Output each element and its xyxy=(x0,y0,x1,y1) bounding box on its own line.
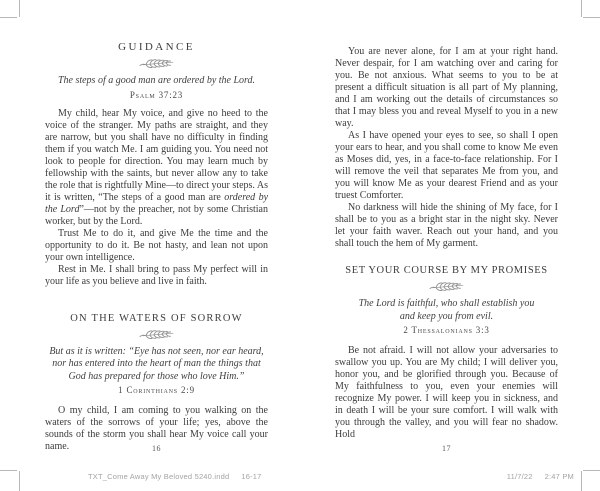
slug-time: 2:47 PM xyxy=(544,472,574,481)
body-paragraph: Rest in Me. I shall bring to pass My perfect will in your life as you believe and live in faith. xyxy=(45,263,268,287)
chapter-scripture-reference: Psalm 37:23 xyxy=(129,89,184,100)
body-paragraph: Trust Me to do it, and give Me the time and the opportunity to do it. Be not hasty, and lean not upon your own intelligence. xyxy=(45,227,268,263)
section-scripture-reference: 2 Thessalonians 3:3 xyxy=(403,325,490,335)
page-number-right: 17 xyxy=(442,444,451,453)
section-epigraph: But as it is written: “Eye has not seen, nor ear heard, nor has entered into the heart of man the things that God has prepared for those who love Him.” xyxy=(49,345,264,382)
page-number-left: 16 xyxy=(152,444,161,453)
left-page xyxy=(45,0,268,491)
body-paragraph: No darkness will hide the shining of My face, for I shall be to you as a bright star in the night sky. Never let your faith waver. Reach out your hand, and you shall touch the hem of My garment. xyxy=(335,202,558,249)
laurel-sprig-icon xyxy=(139,329,175,340)
laurel-sprig-icon xyxy=(429,281,465,292)
laurel-sprig-icon xyxy=(139,58,175,69)
slug-timestamp xyxy=(507,472,574,481)
slug-page-range: 16-17 xyxy=(241,472,262,481)
section-title: SET YOUR COURSE BY MY PROMISES xyxy=(345,265,548,276)
slug-filename: TXT_Come Away My Beloved 5240.indd xyxy=(88,472,230,481)
continuation-body xyxy=(335,46,558,250)
body-paragraph: You are never alone, for I am at your right hand. Never despair, for I am watching over and caring for you. Be not anxious. What seems to you to be at present a difficult situation is all part of My planning, and I am working out the details of circumstances so that I may bless you and reveal Myself to you in a new way. xyxy=(335,46,558,129)
slug-file-info xyxy=(88,472,262,481)
body-paragraph: As I have opened your eyes to see, so shall I open your ears to hear, and you shall come to know Me even as Moses did, yes, in a face-to-face relationship. For I will remove the veil that separates Me from you, and you will know Me as your dearest Friend and as your truest Comforter. xyxy=(335,130,558,201)
chapter-title: GUIDANCE xyxy=(118,41,195,53)
slug-date: 11/7/22 xyxy=(506,472,533,481)
body-paragraph: Be not afraid. I will not allow your adversaries to swallow you up. You are My child; I will deliver you, honor you, and be glorified through you. Because of My faithfulness to you, even your enemies will recognize My power. I will keep you in sickness, and in death I will be your sure comfort. I will walk with you through the valley, and you will fear no shadow. Hold xyxy=(335,345,558,440)
body-paragraph: My child, hear My voice, and give no heed to the voice of the stranger. My paths are straight, and they are narrow, but you shall have no difficulty in finding them if you watch Me. I am guiding you. You need not look to people for direction. You may learn much by fellowship with the saints, but never allow any to take the role that is rightfully Mine—to direct your steps. As it is written, “The steps of a good man are ordered by the Lord”—not by the preacher, not by some Christian worker, but by the Lord. xyxy=(45,107,269,227)
chapter-epigraph: The steps of a good man are ordered by the Lord. xyxy=(57,75,256,86)
section-scripture-reference: 1 Corinthians 2:9 xyxy=(118,385,195,395)
section-title: ON THE WATERS OF SORROW xyxy=(70,312,243,324)
section-epigraph: The Lord is faithful, who shall establish you and keep you from evil. xyxy=(358,298,535,322)
section-body xyxy=(335,345,558,441)
body-paragraph: O my child, I am coming to you walking on the waters of the sorrows of your life; yes, above the sounds of the storm you shall hear My voice call your name. xyxy=(45,405,268,452)
chapter-body xyxy=(45,108,268,288)
right-page xyxy=(335,0,558,491)
